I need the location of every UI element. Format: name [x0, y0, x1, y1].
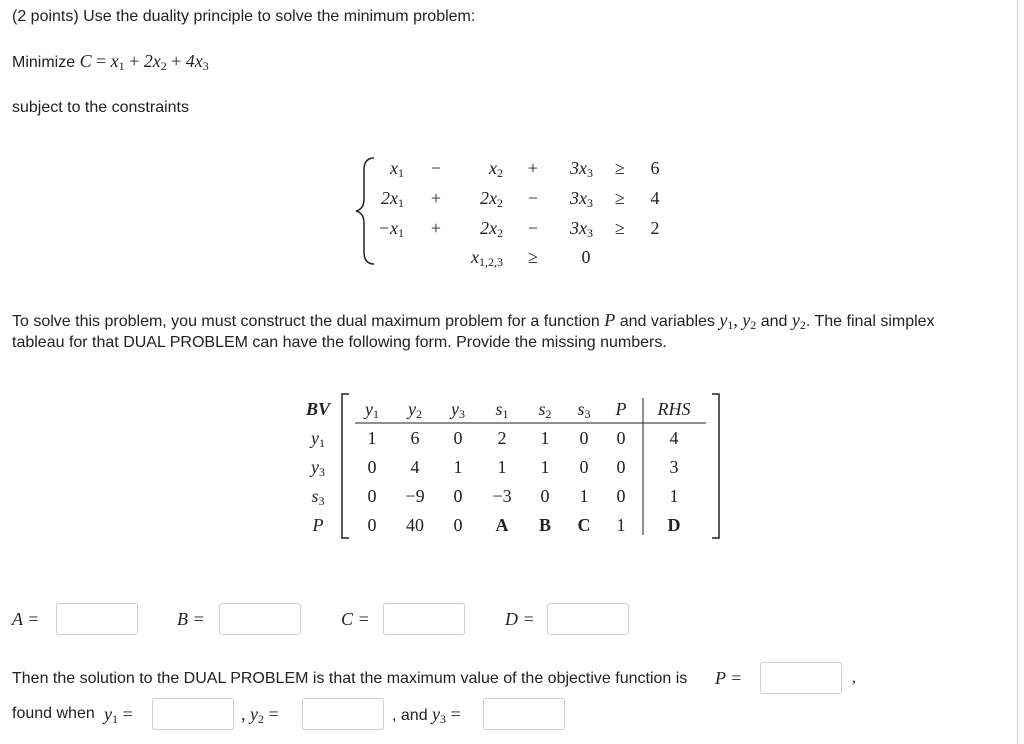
tableau-cell: 0: [367, 515, 377, 535]
para-text-b: and variables: [619, 313, 715, 330]
tableau-header-y3: $y_3$: [451, 399, 465, 421]
para-P: P: [604, 310, 616, 330]
constraint-3-part-4: −: [527, 218, 539, 238]
tableau-cell: 3: [669, 457, 679, 477]
objective-sub3: 3: [202, 59, 209, 73]
instruction-text: Use the duality principle to solve the minimum problem:: [83, 8, 476, 25]
tableau-cell: 0: [579, 428, 589, 448]
tableau-header-p: P: [615, 399, 627, 419]
objective-var1: x: [110, 51, 119, 71]
objective-sub2: 2: [160, 59, 167, 73]
tableau-cell: 0: [453, 515, 463, 535]
tableau-cell: A: [495, 515, 509, 535]
objective-var3: 4x: [185, 51, 203, 71]
solution-comma: ,: [852, 669, 856, 686]
y3-input[interactable]: [483, 698, 565, 730]
tableau-cell: 0: [453, 486, 463, 506]
tableau-cell: 1: [669, 486, 679, 506]
tableau-cell: C: [577, 515, 591, 535]
constraint-2-part-2: +: [430, 188, 442, 208]
dual-instructions-line2: tableau for that DUAL PROBLEM can have the following form. Provide the missing numbers.: [12, 334, 667, 351]
constraint-1-part-5: $3x_3$: [570, 158, 593, 180]
constraint-1-part-4: +: [527, 158, 539, 178]
para-and: and: [760, 313, 788, 330]
para-y1: y: [719, 310, 728, 330]
equals-sign: =: [96, 51, 107, 71]
answer-b-input[interactable]: [219, 603, 301, 635]
solution-p-label: P =: [715, 668, 743, 688]
tableau-cell: 0: [367, 486, 377, 506]
para-y2: y: [742, 310, 751, 330]
bv-header: BV: [305, 399, 331, 419]
constraint-2-part-7: 4: [650, 188, 660, 208]
objective-plus2: +: [171, 51, 182, 71]
constraint-2-part-5: $3x_3$: [570, 188, 593, 210]
constraint-1-part-3: $x_2$: [489, 158, 503, 180]
constraint-2-part-1: $2x_1$: [381, 188, 404, 210]
objective-sub1: 1: [118, 59, 125, 73]
tableau-cell: 1: [579, 486, 589, 506]
constraint-3-part-3: $2x_2$: [480, 218, 503, 240]
constraint-3-part-2: +: [430, 218, 442, 238]
answer-c-input[interactable]: [383, 603, 465, 635]
tableau-cell: 1: [453, 457, 463, 477]
para-y3-sub: 2: [799, 318, 806, 332]
tableau-header-s2: $s_2$: [538, 399, 552, 421]
solution-p-input[interactable]: [760, 662, 842, 694]
y2-input[interactable]: [302, 698, 384, 730]
tableau-right-bracket: [712, 394, 719, 538]
objective-plus1: +: [129, 51, 140, 71]
constraint-1-part-7: 6: [650, 158, 660, 178]
tableau-cell: −3: [492, 486, 512, 506]
tableau-cell: 0: [579, 457, 589, 477]
para-text-c: . The final simplex: [805, 313, 935, 330]
found-when-text: found when: [12, 705, 95, 722]
answer-c-label: C =: [341, 609, 370, 629]
tableau-header-rhs: RHS: [657, 399, 691, 419]
y2-label: , $y_2$ =: [241, 704, 279, 726]
tableau-cell: 4: [669, 428, 679, 448]
tableau-cell: 0: [616, 428, 626, 448]
constraint-3-part-5: $3x_3$: [570, 218, 593, 240]
answer-d-label: D =: [505, 609, 535, 629]
answer-d-input[interactable]: [547, 603, 629, 635]
tableau-cell: 6: [410, 428, 420, 448]
nonneg-rhs: 0: [581, 247, 591, 267]
y1-label: $y_1$ =: [104, 704, 133, 726]
tableau-header-y1: $y_1$: [365, 399, 379, 421]
tableau-cell: 0: [616, 457, 626, 477]
para-y3: y: [791, 310, 800, 330]
tableau-cell: 0: [453, 428, 463, 448]
para-text-a: To solve this problem, you must construct the dual maximum problem for a function: [12, 313, 600, 330]
tableau-header-s3: $s_3$: [577, 399, 591, 421]
constraint-3-part-6: ≥: [615, 218, 625, 238]
solution-text: Then the solution to the DUAL PROBLEM is that the maximum value of the objective function is: [12, 670, 688, 687]
tableau-row-label-y1: $y_1$: [311, 428, 325, 450]
tableau-cell: 1: [497, 457, 507, 477]
tableau-left-bracket: [342, 394, 349, 538]
nonneg-var: $x_{1,2,3}$: [471, 247, 503, 269]
tableau-cell: 2: [497, 428, 507, 448]
para-y2-sub: 2: [750, 318, 757, 332]
y1-input[interactable]: [152, 698, 234, 730]
tableau-cell: −9: [405, 486, 425, 506]
answer-a-input[interactable]: [56, 603, 138, 635]
constraint-3-part-1: $-x_1$: [377, 218, 404, 240]
nonneg-sign: ≥: [528, 247, 538, 267]
tableau-cell: 4: [410, 457, 420, 477]
constraint-1-part-6: ≥: [615, 158, 625, 178]
points-label: (2 points): [12, 8, 79, 25]
constraint-1-part-2: −: [430, 158, 442, 178]
tableau-cell: B: [538, 515, 552, 535]
tableau-cell: 0: [616, 486, 626, 506]
objective-lhs: C: [79, 51, 92, 71]
constraint-2-part-4: −: [527, 188, 539, 208]
objective-var2: 2x: [143, 51, 161, 71]
tableau-cell: 1: [616, 515, 626, 535]
minimize-word: Minimize: [12, 54, 76, 71]
tableau-cell: 1: [540, 457, 550, 477]
y3-label: , and $y_3$ =: [392, 704, 461, 726]
tableau-row-label-s3: $s_3$: [311, 486, 325, 508]
tableau-cell: 1: [367, 428, 377, 448]
tableau-cell: D: [667, 515, 681, 535]
tableau-header-y2: $y_2$: [408, 399, 422, 421]
tableau-cell: 1: [540, 428, 550, 448]
answer-a-label: A =: [12, 609, 40, 629]
para-y1-sub: 1: [727, 318, 734, 332]
tableau-cell: 0: [367, 457, 377, 477]
tableau-cell: 0: [540, 486, 550, 506]
constraint-2-part-6: ≥: [615, 188, 625, 208]
answer-b-label: B =: [177, 609, 205, 629]
constraint-1-part-1: $x_1$: [390, 158, 404, 180]
tableau-row-label-y3: $y_3$: [311, 457, 325, 479]
tableau-header-s1: $s_1$: [495, 399, 509, 421]
tableau-cell: 40: [406, 515, 424, 535]
constraint-2-part-3: $2x_2$: [480, 188, 503, 210]
constraint-3-part-7: 2: [650, 218, 660, 238]
tableau-row-label-p: P: [312, 515, 324, 535]
para-comma1: ,: [733, 310, 738, 330]
constraints-intro: subject to the constraints: [12, 99, 189, 116]
